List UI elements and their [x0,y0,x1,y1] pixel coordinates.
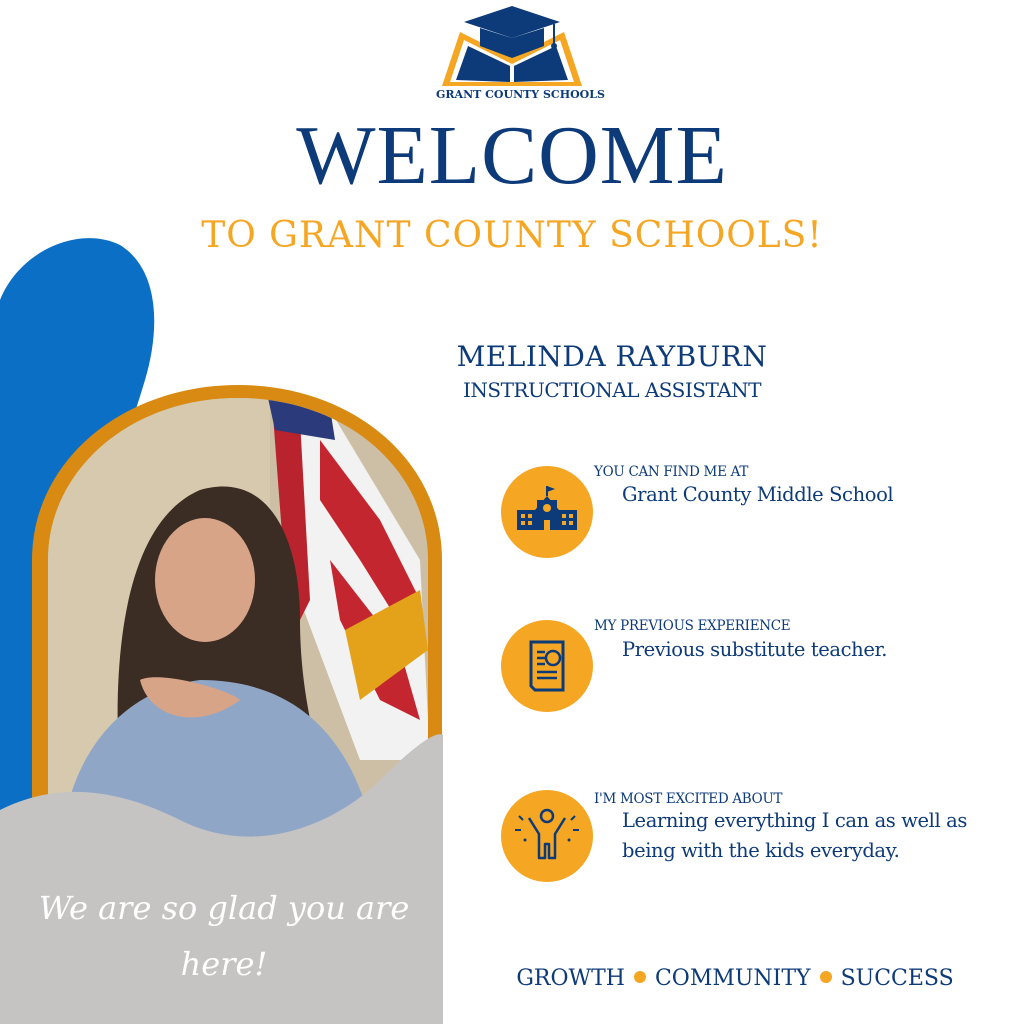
footer-growth: GROWTH [516,966,625,991]
bullet-dot-icon [820,971,832,983]
bullet-dot-icon [634,971,646,983]
info-value-experience: Previous substitute teacher. [622,638,888,661]
welcome-message: We are so glad you are here! [38,889,410,983]
info-value-excited: Learning everything I can as well as being with the kids everyday. [622,809,967,862]
staff-name: MELINDA RAYBURN [456,340,768,373]
footer-values [500,966,970,991]
info-label-experience: MY PREVIOUS EXPERIENCE [594,618,791,634]
info-label-location: YOU CAN FIND ME AT [594,464,749,480]
info-value-location: Grant County Middle School [622,483,894,506]
staff-title: INSTRUCTIONAL ASSISTANT [462,378,761,402]
resume-document-icon [501,620,593,712]
welcome-heading: WELCOME [296,109,728,202]
info-label-excited: I'M MOST EXCITED ABOUT [594,791,783,807]
footer-success: SUCCESS [840,966,954,991]
footer-community: COMMUNITY [654,966,811,991]
school-building-icon [501,466,593,558]
celebrating-person-icon [501,790,593,882]
welcome-subtitle: TO GRANT COUNTY SCHOOLS! [201,215,823,256]
logo-text: GRANT COUNTY SCHOOLS [436,88,605,101]
